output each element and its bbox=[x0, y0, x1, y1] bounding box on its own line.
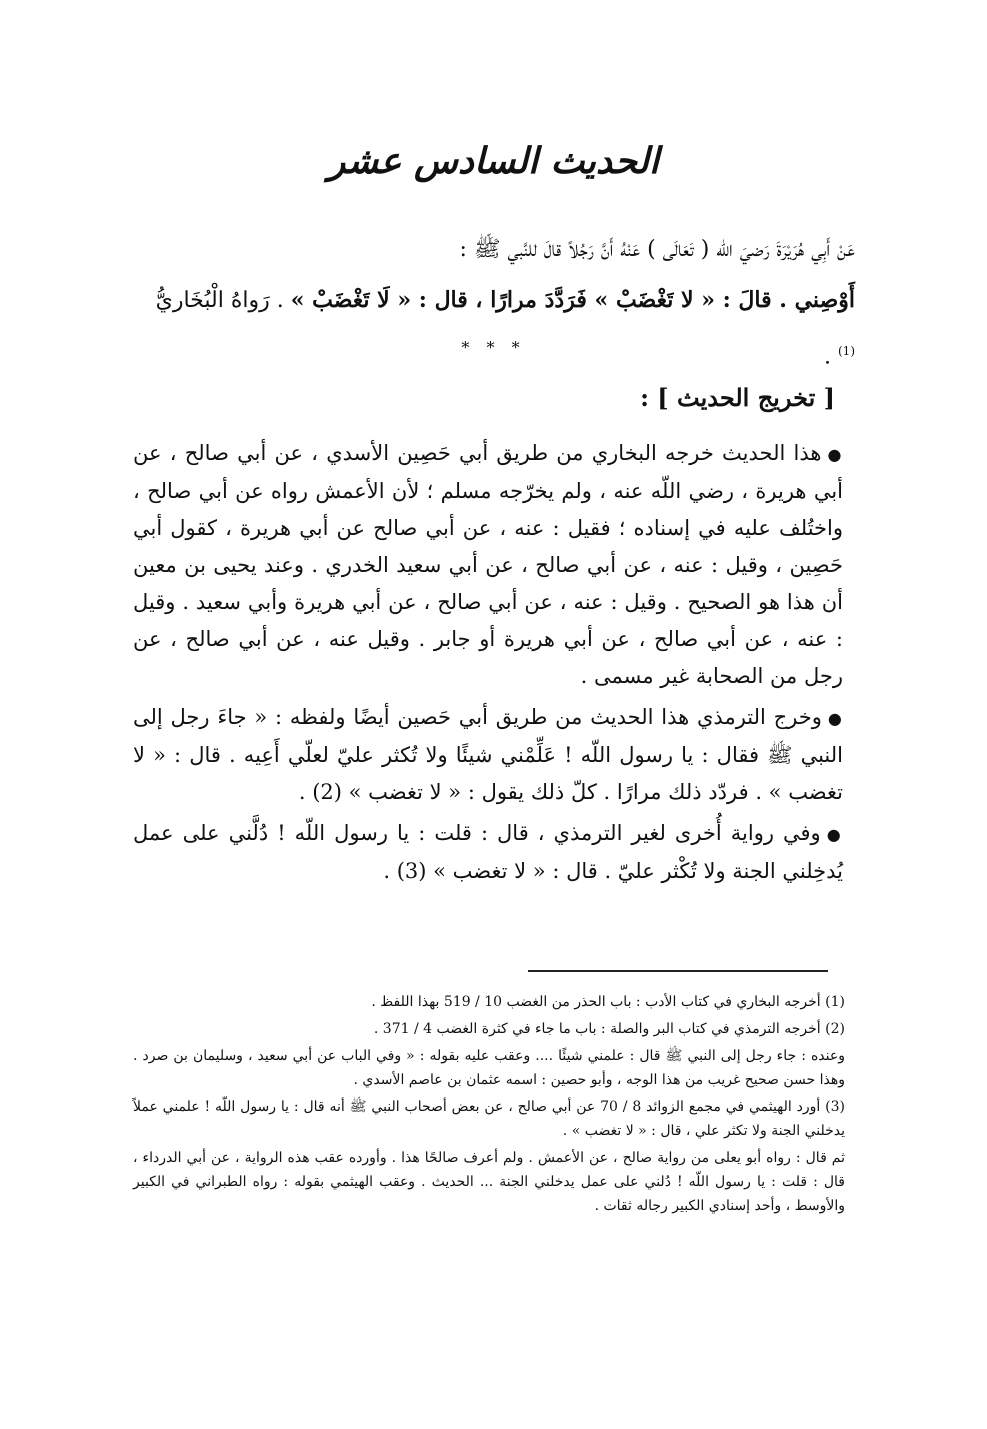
paragraph-2 bbox=[133, 699, 843, 811]
hadith-quote: أَوْصِني . قالَ : « لا تَغْضَبْ » فَرَدَّدَ مرارًا ، قال : « لَا تَغْضَبْ » bbox=[290, 287, 855, 313]
footnotes bbox=[133, 990, 845, 1221]
hadith-line-2 bbox=[135, 275, 855, 382]
footnote-1: (1) أخرجه البخاري في كتاب الأدب : باب الحذر من الغضب 10 / 519 بهذا اللفظ . bbox=[371, 994, 845, 1010]
footnote-2: (2) أخرجه الترمذي في كتاب البر والصلة : باب ما جاء في كثرة الغضب 4 / 371 . bbox=[373, 1021, 845, 1037]
body-text bbox=[133, 435, 843, 894]
hadith-narration: . رَواهُ الْبُخَاريُّ bbox=[155, 288, 291, 313]
bullet-icon: ● bbox=[827, 709, 844, 728]
page-title: الحديث السادس عشر bbox=[327, 140, 660, 182]
footnote-divider bbox=[528, 970, 828, 972]
hadith-line-1: عَنْ أَبِي هُرَيْرَةَ رَضيَ اللّه ( تَعَالَى ) عَنْهُ أَنَّ رَجُلاً قالَ للنَّبي ﷺ : bbox=[459, 237, 855, 262]
paragraph-text: وفي رواية أُخرى لغير الترمذي ، قال : قلت : يا رسول اللّه ! دُلَّني على عمل يُدخِلني الجنة ولا تُكْثر عليّ . قال : « لا تغضب » (3) . bbox=[133, 821, 843, 883]
footnote-3: (3) أورد الهيثمي في مجمع الزوائد 8 / 70 عن أبي صالح ، عن بعض أصحاب النبي ﷺ أنه قال : يا رسول اللّه ! علمني عملاً يدخلني الجنة ولا تكثر علي ، قال : « لا تغضب » . bbox=[133, 1099, 845, 1139]
hadith-text bbox=[135, 225, 855, 382]
separator-stars: * * * bbox=[461, 338, 526, 357]
footnote-2-continued: وعنده : جاء رجل إلى النبي ﷺ قال : علمني شيئًا .... وعقب عليه بقوله : « وفي الباب عن أبي سعيد ، وسليمان بن صرد . وهذا حسن صحيح غريب من هذا الوجه ، وأبو حصين : اسمه عثمان بن عاصم الأسدي . bbox=[133, 1048, 845, 1088]
bullet-icon: ● bbox=[827, 445, 843, 464]
paragraph-1 bbox=[133, 435, 843, 695]
footnote-3-continued: ثم قال : رواه أبو يعلى من رواية صالح ، عن الأعمش . ولم أعرف صالحًا هذا . وأورده عقب هذه الرواية ، عن أبي الدرداء ، قال : قلت : يا رسول اللّه ! دُلني على عمل يدخلني الجنة ... الحديث . وعقب الهيثمي بقوله : رواه الطبراني في الكبير والأوسط ، وأحد إسنادي الكبير رجاله ثقات . bbox=[133, 1150, 845, 1214]
paragraph-text: هذا الحديث خرجه البخاري من طريق أبي حَصِين الأسدي ، عن أبي صالح ، عن أبي هريرة ، رضي اللّه عنه ، ولم يخرّجه مسلم ؛ لأن الأعمش رواه عن أبي صالح ، واختُلف عليه في إسناده ؛ فقيل : عنه ، عن أبي صالح عن أبي هريرة ، كقول أبي حَصِين ، وقيل : عنه ، عن أبي صالح ، عن أبي سعيد الخدري . وعند يحيى بن معين أن هذا هو الصحيح . وقيل : عنه ، عن أبي صالح ، عن أبي هريرة وأبي سعيد . وقيل : عنه ، عن أبي صالح ، عن أبي هريرة أو جابر . وقيل عنه ، عن أبي صالح ، عن رجل من الصحابة غير مسمى . bbox=[133, 441, 843, 688]
hadith-end: . bbox=[823, 344, 838, 370]
paragraph-text: وخرج الترمذي هذا الحديث من طريق أبي حَصين أيضًا ولفظه : « جاءَ رجل إلى النبي ﷺ فقال : يا رسول اللّه ! عَلِّمْني شيئًا ولا تُكثر عليّ لعلّي أَعِيه . قال : « لا تغضب » . فردّد ذلك مرارًا . كلّ ذلك يقول : « لا تغضب » (2) . bbox=[133, 705, 843, 804]
footnote-ref-1: (1) bbox=[837, 344, 855, 358]
section-heading: [ تخريج الحديث ] : bbox=[640, 383, 835, 412]
bullet-icon: ● bbox=[826, 825, 843, 844]
paragraph-3 bbox=[133, 815, 843, 890]
